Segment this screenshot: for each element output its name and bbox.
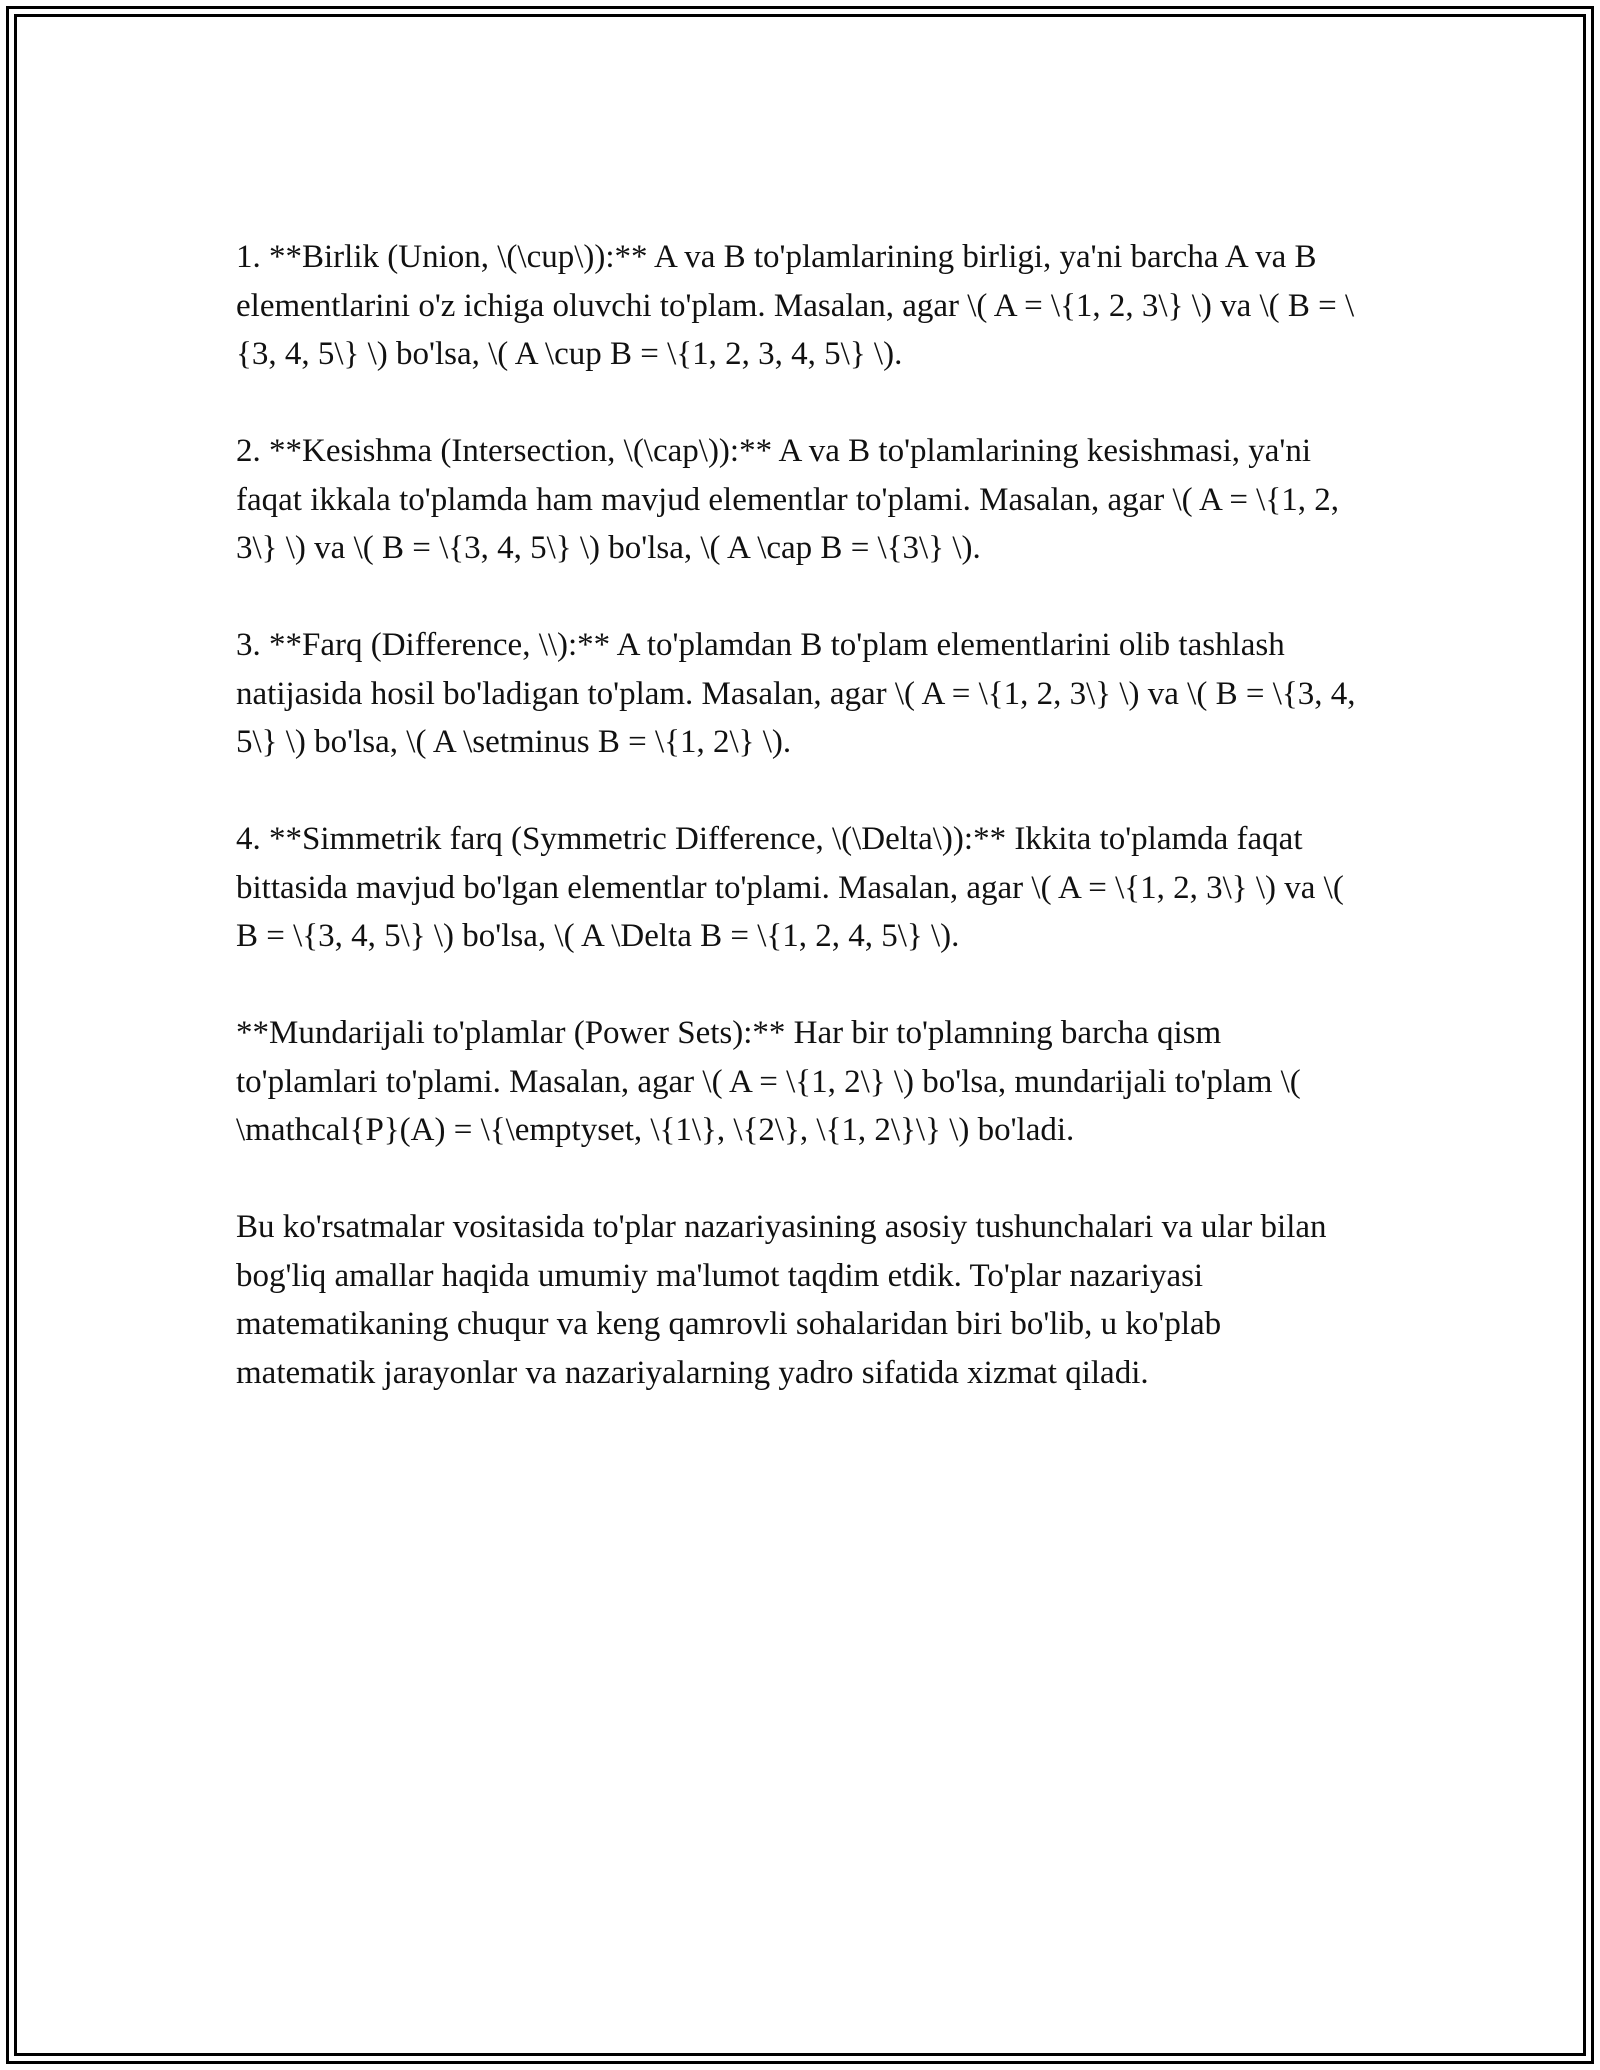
paragraph-symmetric-difference: 4. **Simmetrik farq (Symmetric Difference, \(\Delta\)):** Ikkita to'plamda faqat bittasida mavjud bo'lgan elementlar to'plami. Masalan, agar \( A = \{1, 2, 3\} \) va \( B = \{3, 4, 5\} \) bo'lsa, \( A \Delta B = \{1, 2, 4, 5\} \). (236, 821, 1344, 954)
paragraph-intersection: 2. **Kesishma (Intersection, \(\cap\)):** A va B to'plamlarining kesishmasi, ya'ni faqat ikkala to'plamda ham mavjud elementlar to'plami. Masalan, agar \( A = \{1, 2, 3\} \) va \( B = \{3, 4, 5\} \) bo'lsa, \( A \cap B = \{3\} \). (236, 433, 1339, 566)
document-body (236, 233, 1366, 1446)
paragraph-difference: 3. **Farq (Difference, \\):** A to'plamdan B to'plam elementlarini olib tashlash natijasida hosil bo'ladigan to'plam. Masalan, agar \( A = \{1, 2, 3\} \) va \( B = \{3, 4, 5\} \) bo'lsa, \( A \setminus B = \{1, 2\} \). (236, 627, 1356, 760)
paragraph-conclusion: Bu ko'rsatmalar vositasida to'plar nazariyasining asosiy tushunchalari va ular bilan bog'liq amallar haqida umumiy ma'lumot taqdim etdik. To'plar nazariyasi matematikaning chuqur va keng qamrovli sohalaridan biri bo'lib, u ko'plab matematik jarayonlar va nazariyalarning yadro sifatida xizmat qiladi. (236, 1209, 1327, 1391)
paragraph-union: 1. **Birlik (Union, \(\cup\)):** A va B to'plamlarining birligi, ya'ni barcha A va B elementlarini o'z ichiga oluvchi to'plam. Masalan, agar \( A = \{1, 2, 3\} \) va \( B = \{3, 4, 5\} \) bo'lsa, \( A \cup B = \{1, 2, 3, 4, 5\} \). (236, 239, 1355, 372)
paragraph-power-sets: **Mundarijali to'plamlar (Power Sets):** Har bir to'plamning barcha qism to'plamlari to'plami. Masalan, agar \( A = \{1, 2\} \) bo'lsa, mundarijali to'plam \( \mathcal{P}(A) = \{\emptyset, \{1\}, \{2\}, \{1, 2\}\} \) bo'ladi. (236, 1015, 1301, 1148)
